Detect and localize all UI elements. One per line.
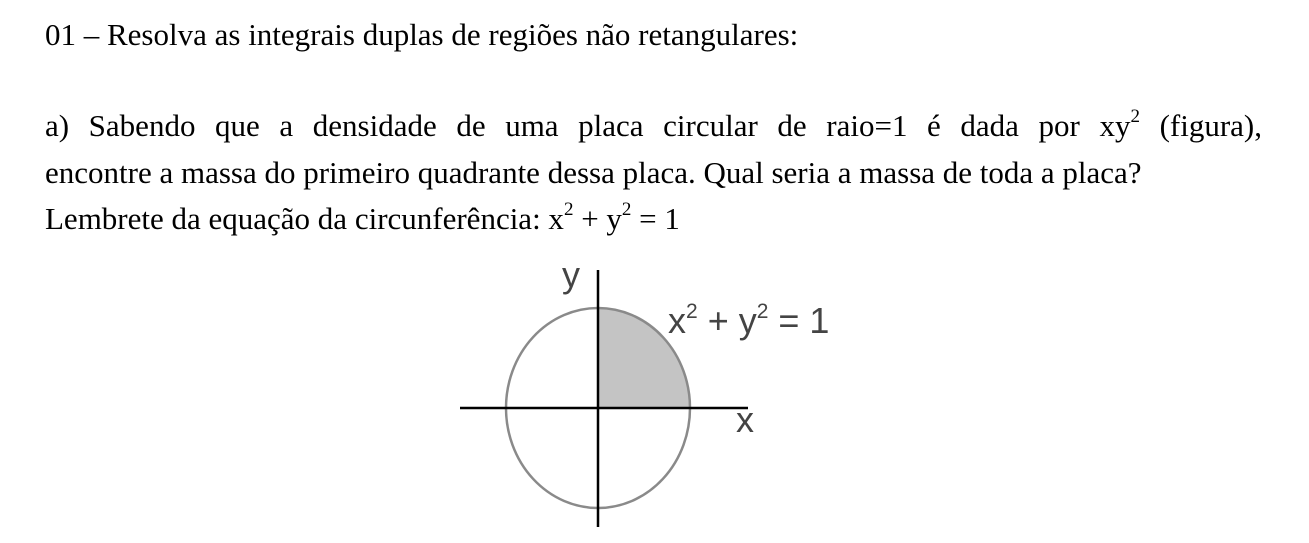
part-a-line-1 [45,107,1262,145]
circle-plate-figure [440,255,870,535]
eq-exponent: 2 [756,300,769,323]
part-a-line-1-text: a) Sabendo que a densidade de uma placa circular de raio=1 é dada por xy [45,108,1131,143]
circle-equation-label [668,300,829,341]
x-axis-label: x [736,399,754,440]
part-a-line-2: encontre a massa do primeiro quadrante dessa placa. Qual seria a massa de toda a placa? [45,155,1142,190]
exercise-heading: 01 – Resolva as integrais duplas de regiões não retangulares: [45,17,799,52]
reminder-plus-y: + y [573,201,622,236]
y-axis-label: y [562,255,580,295]
reminder-text: Lembrete da equação da circunferência: x [45,201,564,236]
reminder-equals: = 1 [631,201,680,236]
eq-equals-one: = 1 [768,300,830,341]
eq-x: x [668,300,686,341]
exponent: 2 [1130,106,1140,127]
exponent: 2 [563,199,574,220]
eq-exponent: 2 [686,300,698,323]
exponent: 2 [621,199,632,220]
eq-plus-y: + y [697,300,757,341]
part-a-line-3 [45,200,680,238]
part-a-line-1-end: (figura), [1139,108,1263,143]
